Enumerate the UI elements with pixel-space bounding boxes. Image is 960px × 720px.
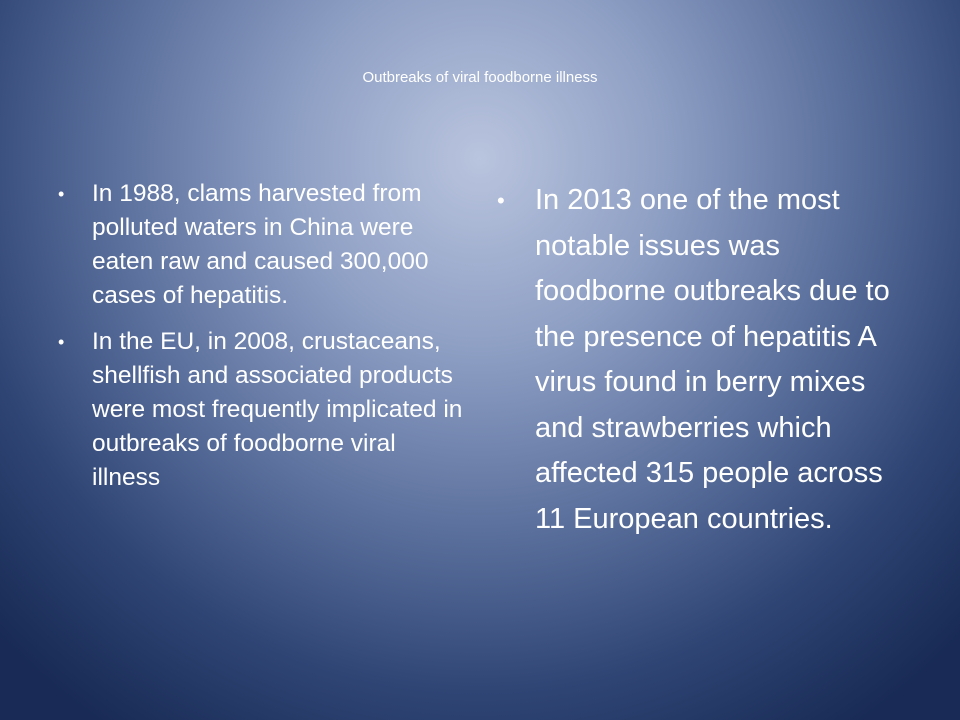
right-bullet-list xyxy=(497,178,917,542)
slide-title: Outbreaks of viral foodborne illness xyxy=(362,69,598,86)
bullet-text: In the EU, in 2008, crustaceans, shellfish and associated products were most frequently implicated in outbreaks of foodborne viral illness xyxy=(92,328,463,491)
bullet-text: In 2013 one of the most notable issues was foodborne outbreaks due to the presence of hepatitis A virus found in berry mixes and strawberries which affected 315 people across 11 European countries. xyxy=(535,184,890,535)
bullet-text: In 1988, clams harvested from polluted waters in China were eaten raw and caused 300,000 cases of hepatitis. xyxy=(92,180,429,309)
bullet-icon: • xyxy=(58,332,65,352)
bullet-icon: • xyxy=(58,184,65,204)
list-item xyxy=(497,178,917,542)
list-item xyxy=(58,177,463,313)
bullet-icon: • xyxy=(497,188,505,213)
left-bullet-list xyxy=(58,177,463,507)
list-item xyxy=(58,325,463,495)
